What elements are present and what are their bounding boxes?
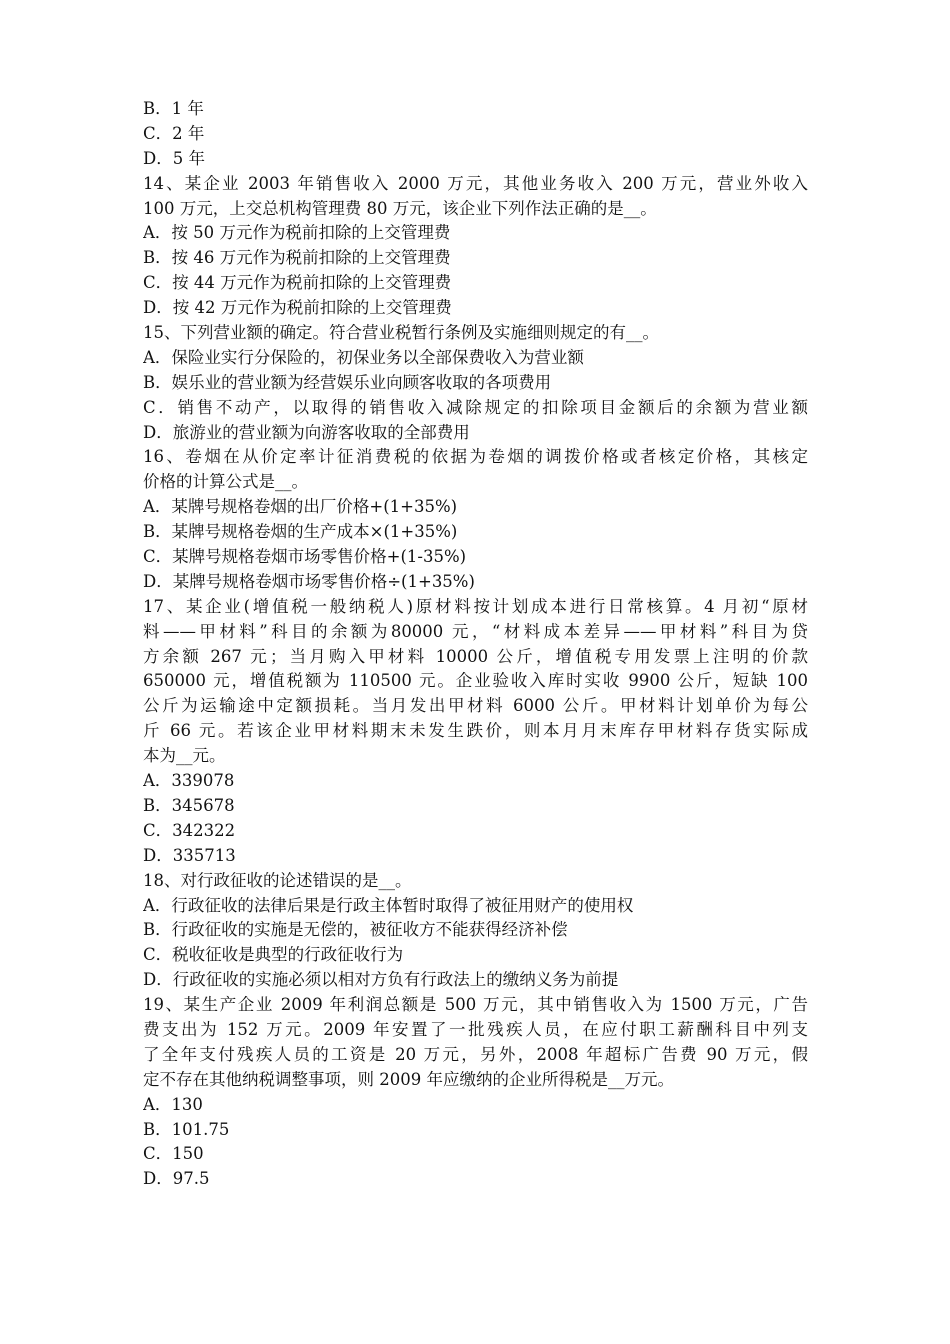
- text-line: C．按 44 万元作为税前扣除的上交管理费: [143, 273, 452, 293]
- text-line: 定不存在其他纳税调整事项，则 2009 年应缴纳的企业所得税是__万元。: [143, 1069, 674, 1089]
- text-line: 17、某企业(增值税一般纳税人)原材料按计划成本进行日常核算。4 月初“原材: [143, 596, 808, 616]
- text-line: 14、某企业 2003 年销售收入 2000 万元，其他业务收入 200 万元，营业外收入: [143, 173, 808, 193]
- text-line: A．130: [143, 1094, 203, 1114]
- text-line: C．342322: [143, 820, 236, 840]
- text-line: 费支出为 152 万元。2009 年安置了一批残疾人员，在应付职工薪酬科目中列支: [143, 1019, 808, 1039]
- text-line: B．娱乐业的营业额为经营娱乐业向顾客收取的各项费用: [143, 372, 552, 392]
- text-line: 方余额 267 元；当月购入甲材料 10000 公斤，增值税专用发票上注明的价款: [143, 646, 808, 666]
- text-line: B．101.75: [143, 1119, 230, 1139]
- text-line: B．1 年: [143, 99, 204, 118]
- text-line: D．旅游业的营业额为向游客收取的全部费用: [143, 422, 470, 442]
- document-page: [143, 97, 808, 1192]
- text-line: 价格的计算公式是__。: [143, 472, 308, 492]
- text-line: A．按 50 万元作为税前扣除的上交管理费: [143, 223, 451, 243]
- text-line: 15、下列营业额的确定。符合营业税暂行条例及实施细则规定的有__。: [143, 323, 659, 343]
- text-line: B．某牌号规格卷烟的生产成本×(1+35%): [143, 522, 458, 542]
- text-line: D．335713: [143, 845, 236, 865]
- text-line: 了全年支付残疾人员的工资是 20 万元，另外，2008 年超标广告费 90 万元，假: [143, 1044, 808, 1064]
- text-line: C．销售不动产，以取得的销售收入减除规定的扣除项目金额后的余额为营业额: [143, 397, 808, 417]
- text-line: D．5 年: [143, 148, 205, 168]
- text-line: D．按 42 万元作为税前扣除的上交管理费: [143, 298, 452, 318]
- text-line: D．行政征收的实施必须以相对方负有行政法上的缴纳义务为前提: [143, 970, 619, 990]
- text-line: 公斤为运输途中定额损耗。当月发出甲材料 6000 公斤。甲材料计划单价为每公: [143, 696, 808, 716]
- text-line: B．行政征收的实施是无偿的，被征收方不能获得经济补偿: [143, 920, 568, 940]
- text-line: D．某牌号规格卷烟市场零售价格÷(1+35%): [143, 571, 475, 591]
- text-line: 16、卷烟在从价定率计征消费税的依据为卷烟的调拨价格或者核定价格，其核定: [143, 447, 808, 467]
- text-line: 斤 66 元。若该企业甲材料期末未发生跌价，则本月月末库存甲材料存货实际成: [143, 721, 808, 741]
- text-line: 19、某生产企业 2009 年利润总额是 500 万元，其中销售收入为 1500 万元，广告: [143, 995, 808, 1015]
- text-line: A．339078: [143, 771, 235, 791]
- text-line: B．按 46 万元作为税前扣除的上交管理费: [143, 248, 451, 268]
- text-line: 100 万元，上交总机构管理费 80 万元，该企业下列作法正确的是__。: [143, 198, 657, 218]
- text-line: 650000 元，增值税额为 110500 元。企业验收入库时实收 9900 公斤，短缺 100: [143, 671, 808, 691]
- text-line: 料——甲材料”科目的余额为80000 元，“材料成本差异——甲材料”科目为贷: [143, 621, 808, 641]
- text-line: A．某牌号规格卷烟的出厂价格+(1+35%): [143, 497, 458, 517]
- text-line: 18、对行政征收的论述错误的是__。: [143, 870, 412, 890]
- text-line: B．345678: [143, 795, 235, 815]
- text-line: A．行政征收的法律后果是行政主体暂时取得了被征用财产的使用权: [143, 895, 634, 915]
- text-line: D．97.5: [143, 1169, 210, 1189]
- text-line: C．税收征收是典型的行政征收行为: [143, 945, 404, 965]
- text-line: C．2 年: [143, 123, 205, 143]
- text-line: C．150: [143, 1144, 204, 1164]
- text-line: A．保险业实行分保险的，初保业务以全部保费收入为营业额: [143, 347, 584, 367]
- text-line: 本为__元。: [143, 746, 226, 766]
- text-line: C．某牌号规格卷烟市场零售价格+(1-35%): [143, 547, 467, 567]
